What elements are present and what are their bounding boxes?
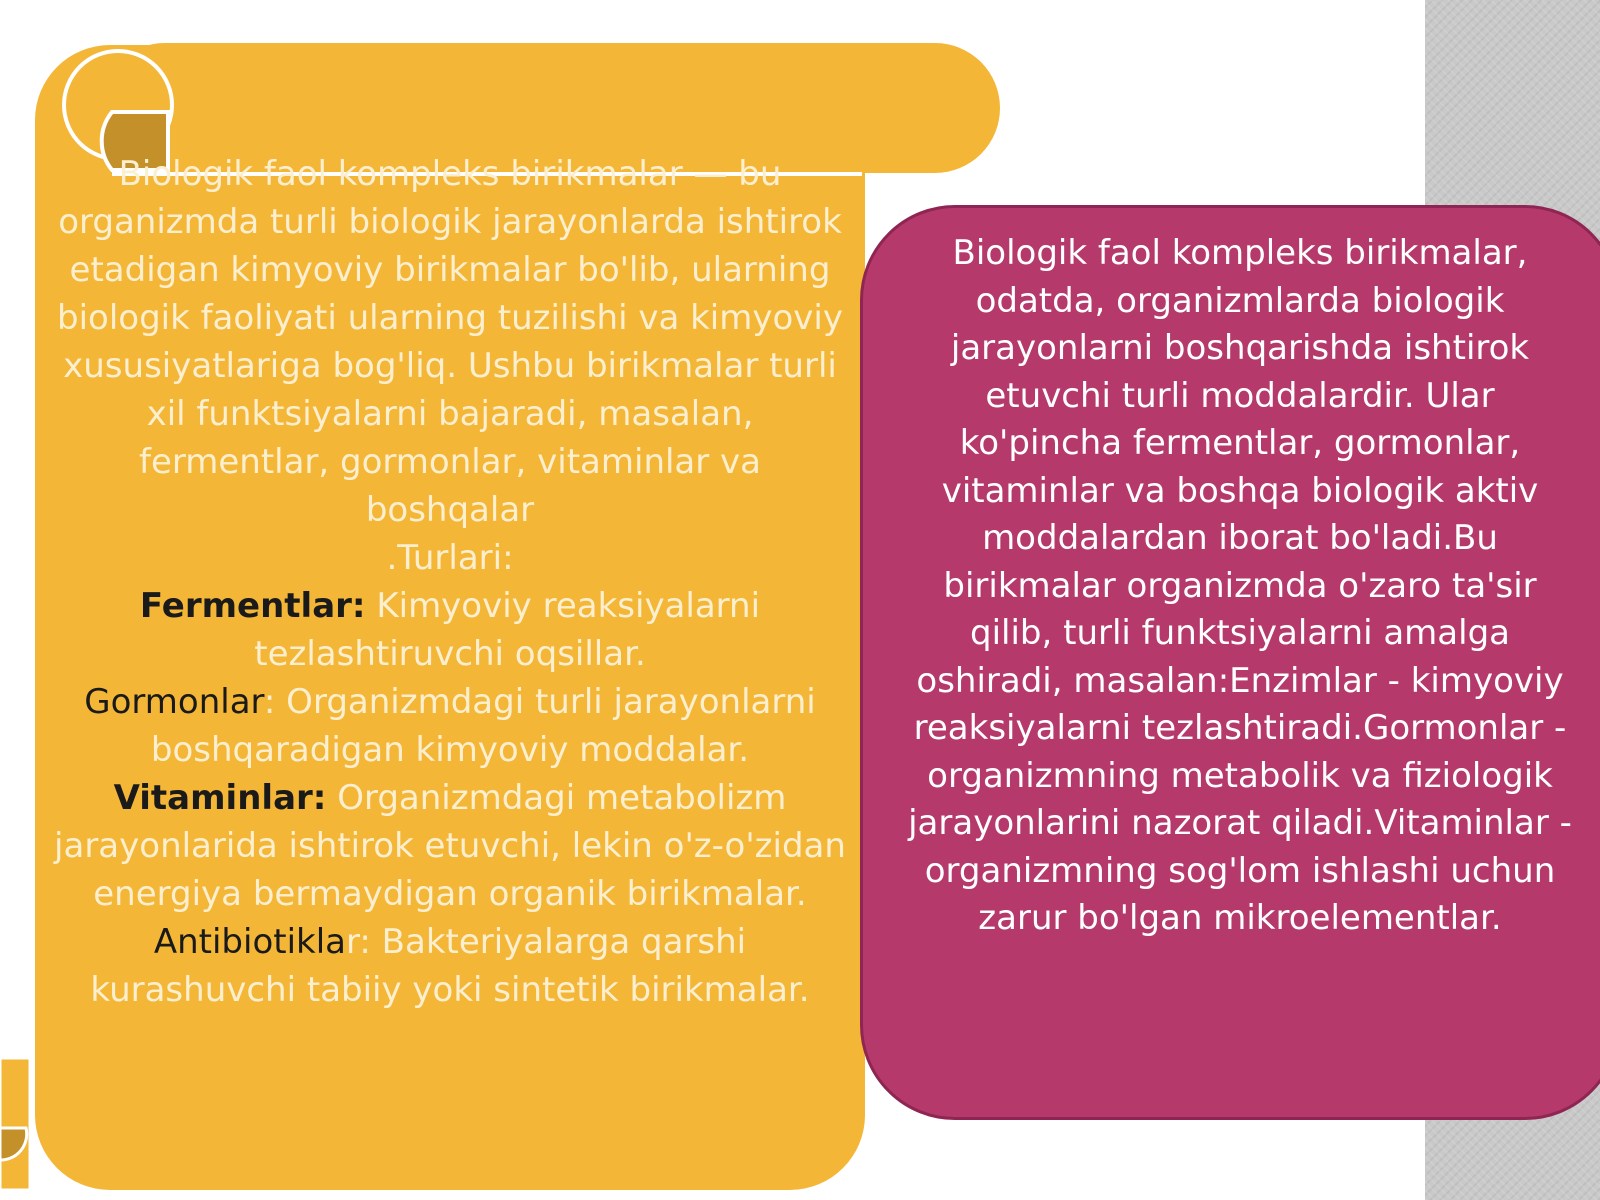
type-term: Vitaminlar:: [113, 778, 327, 818]
scroll-types-heading: .Turlari:: [386, 538, 514, 578]
type-term: Fermentlar:: [139, 586, 366, 626]
type-description: Organizmdagi metabolizm jarayonlarida ishtirok etuvchi, lekin o'z-o'zidan energiya bermaydigan organik birikmalar.: [54, 778, 846, 914]
type-vitamins: [50, 774, 850, 918]
type-description: Kimyoviy reaksiyalarni tezlashtiruvchi oqsillar.: [254, 586, 761, 674]
type-enzymes: [50, 582, 850, 678]
type-term: Antibiotikla: [153, 922, 347, 962]
type-hormones: [50, 678, 850, 774]
scroll-curl-bottom: [0, 1058, 30, 1190]
type-description: r: Bakteriyalarga qarshi kurashuvchi tabiiy yoki sintetik birikmalar.: [90, 922, 810, 1010]
scroll-intro: Biologik faol kompleks birikmalar — bu organizmda turli biologik jarayonlarda ishtirok etadigan kimyoviy birikmalar bo'lib, ularning biologik faoliyati ularning tuzilishi va kimyoviy xususiyatlariga bog'liq. Ushbu birikmalar turli xil funktsiyalarni bajaradi, masalan, fermentlar, gormonlar, vitaminlar va boshqalar: [56, 154, 843, 530]
type-description: : Organizmdagi turli jarayonlarni boshqaradigan kimyoviy moddalar.: [150, 682, 816, 770]
info-panel-text: Biologik faol kompleks birikmalar, odatda, organizmlarda biologik jarayonlarni boshqarishda ishtirok etuvchi turli moddalardir. Ular ko'pincha fermentlar, gormonlar, vitaminlar va boshqa biologik aktiv moddalardan iborat bo'ladi.Bu birikmalar organizmda o'zaro ta'sir qilib, turli funktsiyalarni amalga oshiradi, masalan:Enzimlar - kimyoviy reaksiyalarni tezlashtiradi.Gormonlar - organizmning metabolik va fiziologik jarayonlarini nazorat qiladi.Vitaminlar - organizmning sog'lom ishlashi uchun zarur bo'lgan mikroelementlar.: [908, 233, 1572, 938]
type-term: Gormonlar: [84, 682, 264, 722]
type-antibiotics: [50, 918, 850, 1014]
scroll-text-block: [50, 150, 850, 1014]
